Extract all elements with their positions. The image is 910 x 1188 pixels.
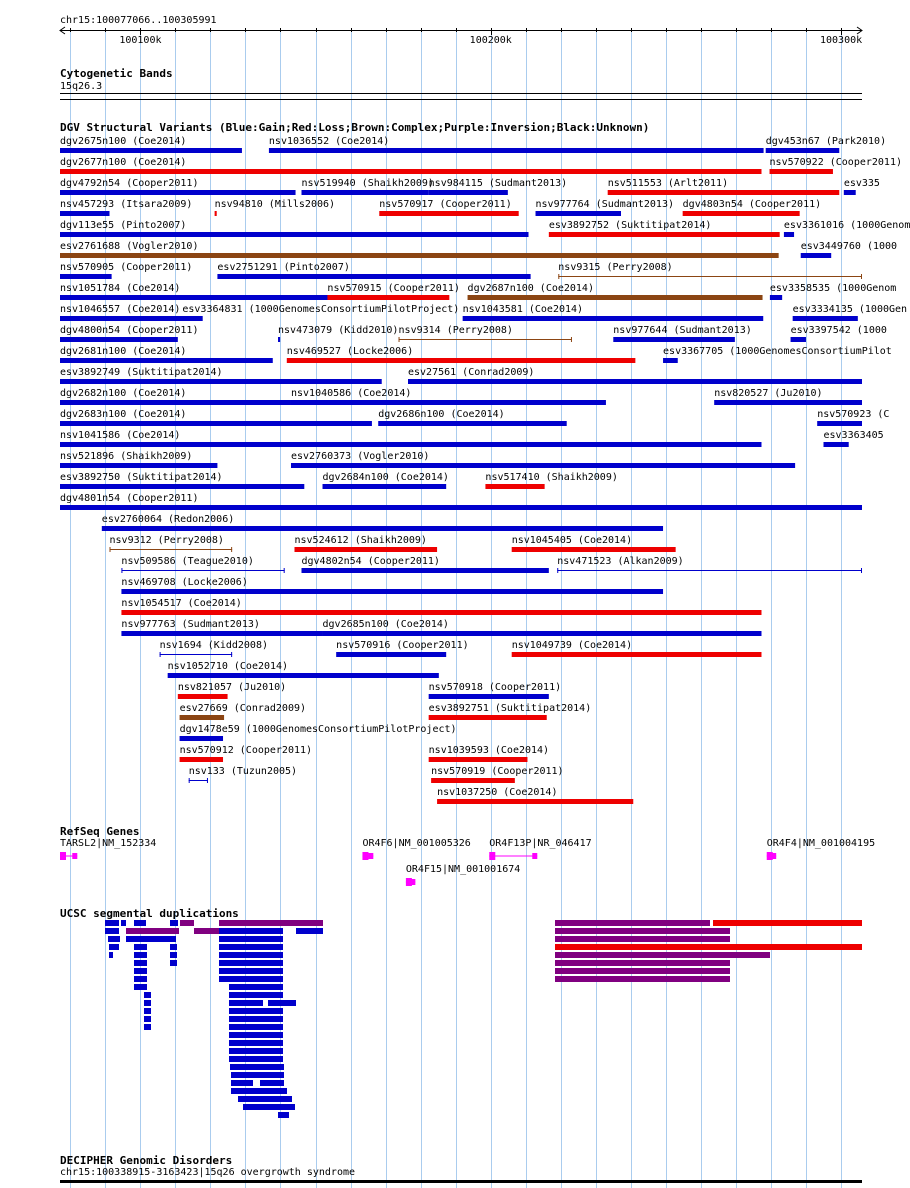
- variant-feature[interactable]: [301, 568, 548, 573]
- segdup-feature[interactable]: [134, 944, 147, 950]
- segdup-feature[interactable]: [134, 968, 147, 974]
- variant-feature[interactable]: [844, 190, 856, 195]
- gene-label: OR4F13P|NR_046417: [489, 838, 592, 849]
- variant-label: nsv570916 (Cooper2011): [336, 640, 469, 651]
- variant-feature[interactable]: [608, 190, 840, 195]
- variant-feature[interactable]: [291, 463, 795, 468]
- segdup-feature[interactable]: [134, 984, 147, 990]
- variant-feature[interactable]: [429, 190, 508, 195]
- variant-feature[interactable]: [468, 295, 763, 300]
- variant-label: nsv570919 (Cooper2011): [431, 766, 564, 777]
- variant-label: dgv2684n100 (Coe2014): [322, 472, 449, 483]
- segdup-feature[interactable]: [231, 1088, 287, 1094]
- variant-label: nsv457293 (Itsara2009): [60, 199, 193, 210]
- variant-feature[interactable]: [110, 547, 233, 552]
- segdup-feature[interactable]: [229, 1040, 283, 1046]
- variant-label: nsv469527 (Locke2006): [286, 346, 414, 357]
- variant-feature[interactable]: [60, 484, 304, 489]
- segdup-feature[interactable]: [231, 1080, 253, 1086]
- segdup-feature[interactable]: [170, 952, 177, 958]
- segdup-feature[interactable]: [144, 992, 151, 998]
- variant-label: dgv2675n100 (Coe2014): [60, 136, 187, 147]
- variant-label: esv27561 (Conrad2009): [407, 367, 535, 378]
- variant-label: dgv2685n100 (Coe2014): [322, 619, 449, 630]
- gene-feature[interactable]: [489, 852, 537, 860]
- variant-feature[interactable]: [160, 652, 233, 657]
- variant-label: nsv1036552 (Coe2014): [268, 136, 390, 147]
- variant-feature[interactable]: [791, 337, 806, 342]
- segdups-title[interactable]: UCSC segmental duplications: [60, 907, 239, 920]
- variant-label: esv3363405: [823, 430, 884, 441]
- segdup-feature[interactable]: [229, 1016, 283, 1022]
- variant-feature[interactable]: [714, 400, 862, 405]
- segdup-feature[interactable]: [555, 936, 730, 942]
- variant-label: nsv1054517 (Coe2014): [121, 598, 242, 609]
- variant-label: esv2751291 (Pinto2007): [217, 262, 350, 273]
- variant-feature[interactable]: [801, 253, 831, 258]
- variant-feature[interactable]: [278, 337, 280, 342]
- gene-label: OR4F6|NM_001005326: [362, 838, 471, 849]
- variant-feature[interactable]: [180, 757, 223, 762]
- variant-label: nsv471523 (Alkan2009): [557, 556, 684, 567]
- variant-label: esv3358535 (1000Genom: [769, 283, 897, 294]
- segdup-feature[interactable]: [229, 1032, 283, 1038]
- gene-label: OR4F15|NM_001001674: [405, 864, 521, 875]
- segdup-feature[interactable]: [229, 1008, 283, 1014]
- variant-label: nsv1039593 (Coe2014): [428, 745, 550, 756]
- segdup-feature[interactable]: [144, 1000, 151, 1006]
- variant-feature[interactable]: [60, 148, 242, 153]
- variant-feature[interactable]: [379, 211, 518, 216]
- variant-feature[interactable]: [60, 337, 178, 342]
- variant-label: dgv4803n54 (Cooper2011): [682, 199, 822, 210]
- variant-feature[interactable]: [784, 232, 794, 237]
- variant-label: esv3361016 (1000Genom: [783, 220, 910, 231]
- segdup-feature[interactable]: [229, 1024, 283, 1030]
- variant-feature[interactable]: [60, 274, 112, 279]
- variant-feature[interactable]: [429, 694, 549, 699]
- variant-label: nsv9314 (Perry2008): [398, 325, 513, 336]
- variant-label: nsv1049739 (Coe2014): [511, 640, 633, 651]
- variant-label: nsv469708 (Locke2006): [121, 577, 248, 588]
- segdup-feature[interactable]: [555, 952, 770, 958]
- variant-feature[interactable]: [121, 589, 663, 594]
- variant-label: nsv1694 (Kidd2008): [159, 640, 268, 651]
- variant-feature[interactable]: [180, 736, 223, 741]
- variant-feature[interactable]: [663, 358, 678, 363]
- segdup-feature[interactable]: [105, 928, 119, 934]
- variant-feature[interactable]: [408, 379, 862, 384]
- segdup-feature[interactable]: [555, 968, 730, 974]
- variant-label: dgv2683n100 (Coe2014): [60, 409, 187, 420]
- segdup-feature[interactable]: [268, 1000, 296, 1006]
- variant-label: nsv1046557 (Coe2014): [60, 304, 181, 315]
- variant-label: nsv1045405 (Coe2014): [511, 535, 633, 546]
- segdup-feature[interactable]: [555, 960, 730, 966]
- variant-label: esv3449760 (1000: [800, 241, 898, 252]
- variant-label: esv3892751 (Suktitipat2014): [428, 703, 592, 714]
- variant-feature[interactable]: [60, 169, 761, 174]
- ruler-tick-label: 100200k: [469, 35, 512, 46]
- segdup-feature[interactable]: [229, 1048, 283, 1054]
- variant-label: nsv511553 (Arlt2011): [607, 178, 729, 189]
- segdup-feature[interactable]: [229, 984, 283, 990]
- variant-feature[interactable]: [182, 316, 202, 321]
- variant-feature[interactable]: [60, 421, 372, 426]
- variant-label: nsv570923 (C: [817, 409, 890, 420]
- segdup-feature[interactable]: [219, 920, 323, 926]
- variant-feature[interactable]: [613, 337, 735, 342]
- segdup-feature[interactable]: [713, 920, 862, 926]
- variant-feature[interactable]: [215, 211, 217, 216]
- segdup-feature[interactable]: [219, 968, 283, 974]
- variant-label: nsv1043581 (Coe2014): [462, 304, 584, 315]
- segdup-feature[interactable]: [126, 928, 179, 934]
- variant-label: nsv1051784 (Coe2014): [60, 283, 181, 294]
- segdup-feature[interactable]: [108, 936, 120, 942]
- variant-label: nsv570918 (Cooper2011): [428, 682, 562, 693]
- segdup-feature[interactable]: [219, 936, 283, 942]
- gene-label: TARSL2|NM_152334: [60, 838, 157, 849]
- segdup-feature[interactable]: [109, 944, 119, 950]
- segdup-feature[interactable]: [126, 936, 176, 942]
- variant-label: esv3892749 (Suktitipat2014): [60, 367, 223, 378]
- variant-label: nsv1041586 (Coe2014): [60, 430, 181, 441]
- variant-feature[interactable]: [766, 148, 840, 153]
- segdup-feature[interactable]: [144, 1024, 151, 1030]
- variant-feature[interactable]: [60, 379, 382, 384]
- variant-label: esv27669 (Conrad2009): [179, 703, 307, 714]
- variant-label: nsv570905 (Cooper2011): [60, 262, 193, 273]
- variant-label: nsv521896 (Shaikh2009): [60, 451, 193, 462]
- variant-feature[interactable]: [770, 295, 782, 300]
- variant-label: esv3367705 (1000GenomesConsortiumPilot: [663, 346, 892, 357]
- variant-label: nsv9312 (Perry2008): [109, 535, 224, 546]
- variant-label: dgv2687n100 (Coe2014): [467, 283, 594, 294]
- variant-label: nsv570915 (Cooper2011): [327, 283, 460, 294]
- gene-label: OR4F4|NM_001004195: [766, 838, 876, 849]
- ruler-tick-label: 100100k: [119, 35, 162, 46]
- variant-feature[interactable]: [60, 190, 296, 195]
- variant-label: nsv984115 (Sudmant2013): [428, 178, 568, 189]
- segdup-feature[interactable]: [229, 1056, 283, 1062]
- segdup-feature[interactable]: [170, 960, 177, 966]
- variant-label: nsv977764 (Sudmant2013): [535, 199, 674, 210]
- variant-label: nsv570922 (Cooper2011): [769, 157, 902, 168]
- variant-feature[interactable]: [102, 526, 663, 531]
- variant-label: nsv1052710 (Coe2014): [167, 661, 289, 672]
- variant-feature[interactable]: [549, 232, 780, 237]
- variant-feature[interactable]: [287, 358, 636, 363]
- segdup-feature[interactable]: [219, 944, 283, 950]
- cytobands-band-label: 15q26.3: [60, 81, 103, 92]
- decipher-entry-label: chr15:100338915-3163423|15q26 overgrowth syndrome: [60, 1167, 356, 1178]
- variant-label: nsv570917 (Cooper2011): [379, 199, 512, 210]
- variant-label: esv3334135 (1000Gen: [792, 304, 908, 315]
- variant-label: nsv820527 (Ju2010): [714, 388, 823, 399]
- variant-label: esv3364831 (1000GenomesConsortiumPilotProject): [182, 304, 460, 315]
- segdup-feature[interactable]: [134, 952, 147, 958]
- variant-label: nsv133 (Tuzun2005): [188, 766, 298, 777]
- gene-feature[interactable]: [767, 852, 776, 860]
- variant-label: esv3397542 (1000: [790, 325, 887, 336]
- segdup-feature[interactable]: [144, 1008, 151, 1014]
- segdup-feature[interactable]: [278, 1112, 289, 1118]
- variant-label: dgv4792n54 (Cooper2011): [60, 178, 199, 189]
- variant-feature[interactable]: [60, 400, 291, 405]
- variant-feature[interactable]: [60, 295, 346, 300]
- variant-feature[interactable]: [536, 211, 621, 216]
- segdup-feature[interactable]: [180, 920, 194, 926]
- variant-feature[interactable]: [823, 442, 848, 447]
- variant-feature[interactable]: [168, 673, 439, 678]
- variant-feature[interactable]: [431, 778, 515, 783]
- variant-label: dgv4802n54 (Cooper2011): [301, 556, 440, 567]
- segdup-feature[interactable]: [219, 960, 283, 966]
- segdup-feature[interactable]: [555, 928, 730, 934]
- variant-label: esv3892750 (Suktitipat2014): [60, 472, 223, 483]
- variant-feature[interactable]: [60, 316, 184, 321]
- variant-label: nsv519940 (Shaikh2009): [301, 178, 434, 189]
- segdup-feature[interactable]: [134, 920, 146, 926]
- variant-label: nsv570912 (Cooper2011): [179, 745, 313, 756]
- variant-label: nsv1037250 (Coe2014): [437, 787, 558, 798]
- variant-feature[interactable]: [336, 652, 446, 657]
- variant-label: esv2760064 (Redon2006): [101, 514, 235, 525]
- variant-feature[interactable]: [770, 169, 833, 174]
- variant-feature[interactable]: [558, 274, 862, 279]
- variant-feature[interactable]: [301, 190, 428, 195]
- variant-feature[interactable]: [557, 568, 862, 573]
- variant-feature[interactable]: [121, 568, 284, 573]
- segdup-feature[interactable]: [109, 952, 113, 958]
- position-label: chr15:100077066..100305991: [60, 15, 217, 26]
- segdup-feature[interactable]: [296, 928, 323, 934]
- ruler-tick-label: 100300k: [820, 35, 863, 46]
- segdup-feature[interactable]: [134, 976, 147, 982]
- variant-label: dgv2677n100 (Coe2014): [60, 157, 187, 168]
- refseq-title[interactable]: RefSeq Genes: [60, 825, 140, 838]
- segdup-feature[interactable]: [243, 1104, 295, 1110]
- variant-feature[interactable]: [269, 148, 764, 153]
- variant-feature[interactable]: [683, 211, 800, 216]
- variant-label: dgv4801n54 (Cooper2011): [60, 493, 199, 504]
- variant-feature[interactable]: [60, 463, 217, 468]
- segdup-feature[interactable]: [144, 1016, 151, 1022]
- variant-feature[interactable]: [429, 757, 528, 762]
- variant-feature[interactable]: [512, 547, 676, 552]
- variant-label: dgv1478e59 (1000GenomesConsortiumPilotProject): [179, 724, 457, 735]
- segdup-feature[interactable]: [231, 1072, 284, 1078]
- segdup-feature[interactable]: [555, 944, 862, 950]
- variant-label: dgv453n67 (Park2010): [765, 136, 887, 147]
- variant-feature[interactable]: [60, 253, 779, 258]
- variant-feature[interactable]: [512, 652, 762, 657]
- gene-feature[interactable]: [406, 878, 415, 886]
- segdup-feature[interactable]: [219, 928, 283, 934]
- variant-feature[interactable]: [485, 484, 544, 489]
- segdup-feature[interactable]: [121, 920, 126, 926]
- variant-feature[interactable]: [60, 442, 761, 447]
- cytobands-title[interactable]: Cytogenetic Bands: [60, 67, 173, 80]
- variant-feature[interactable]: [463, 316, 764, 321]
- gene-feature[interactable]: [60, 852, 77, 860]
- variant-feature[interactable]: [793, 316, 858, 321]
- variant-feature[interactable]: [180, 715, 224, 720]
- variant-label: nsv977644 (Sudmant2013): [613, 325, 752, 336]
- variant-feature[interactable]: [60, 211, 110, 216]
- variant-feature[interactable]: [327, 295, 449, 300]
- variant-label: esv3892752 (Suktitipat2014): [548, 220, 712, 231]
- variant-feature[interactable]: [121, 631, 322, 636]
- variant-feature[interactable]: [399, 337, 572, 342]
- variant-feature[interactable]: [189, 778, 208, 783]
- variant-feature[interactable]: [294, 547, 437, 552]
- variant-label: nsv977763 (Sudmant2013): [121, 619, 260, 630]
- segdup-feature[interactable]: [555, 920, 710, 926]
- segdup-feature[interactable]: [229, 992, 283, 998]
- variant-feature[interactable]: [817, 421, 862, 426]
- variant-feature[interactable]: [217, 274, 530, 279]
- segdup-feature[interactable]: [219, 952, 283, 958]
- variant-label: nsv94810 (Mills2006): [214, 199, 336, 210]
- variant-feature[interactable]: [60, 505, 862, 510]
- variant-label: nsv9315 (Perry2008): [558, 262, 673, 273]
- variant-feature[interactable]: [437, 799, 633, 804]
- variant-feature[interactable]: [121, 610, 761, 615]
- segdup-feature[interactable]: [105, 920, 119, 926]
- variant-feature[interactable]: [378, 421, 566, 426]
- variant-label: dgv2682n100 (Coe2014): [60, 388, 187, 399]
- segdup-feature[interactable]: [260, 1080, 284, 1086]
- variant-label: nsv473079 (Kidd2010): [278, 325, 399, 336]
- variant-feature[interactable]: [60, 232, 529, 237]
- variant-feature[interactable]: [60, 358, 273, 363]
- variant-feature[interactable]: [291, 400, 606, 405]
- variant-label: nsv509586 (Teague2010): [121, 556, 254, 567]
- variant-label: esv335: [843, 178, 880, 189]
- segdup-feature[interactable]: [194, 928, 220, 934]
- segdup-feature[interactable]: [238, 1096, 292, 1102]
- variant-label: dgv2681n100 (Coe2014): [60, 346, 187, 357]
- dgv-title[interactable]: DGV Structural Variants (Blue:Gain;Red:Loss;Brown:Complex;Purple:Inversion;Black:Unknown): [60, 121, 650, 134]
- variant-label: dgv2686n100 (Coe2014): [378, 409, 505, 420]
- segdup-feature[interactable]: [555, 976, 730, 982]
- variant-label: dgv113e55 (Pinto2007): [60, 220, 187, 231]
- variant-label: dgv4800n54 (Cooper2011): [60, 325, 199, 336]
- variant-label: nsv524612 (Shaikh2009): [294, 535, 427, 546]
- variant-feature[interactable]: [323, 631, 762, 636]
- variant-label: nsv1040586 (Coe2014): [290, 388, 412, 399]
- gene-feature[interactable]: [362, 852, 373, 860]
- segdup-feature[interactable]: [219, 976, 283, 982]
- variant-feature[interactable]: [323, 484, 447, 489]
- variant-label: nsv821057 (Ju2010): [177, 682, 287, 693]
- variant-label: esv2760373 (Vogler2010): [290, 451, 430, 462]
- segdup-feature[interactable]: [134, 960, 147, 966]
- segdup-feature[interactable]: [229, 1000, 263, 1006]
- segdup-feature[interactable]: [170, 944, 177, 950]
- variant-label: esv2761688 (Vogler2010): [60, 241, 199, 252]
- variant-feature[interactable]: [178, 694, 228, 699]
- segdup-feature[interactable]: [170, 920, 178, 926]
- decipher-title[interactable]: DECIPHER Genomic Disorders: [60, 1154, 233, 1167]
- variant-label: nsv517410 (Shaikh2009): [485, 472, 618, 483]
- segdup-feature[interactable]: [230, 1064, 284, 1070]
- variant-feature[interactable]: [429, 715, 547, 720]
